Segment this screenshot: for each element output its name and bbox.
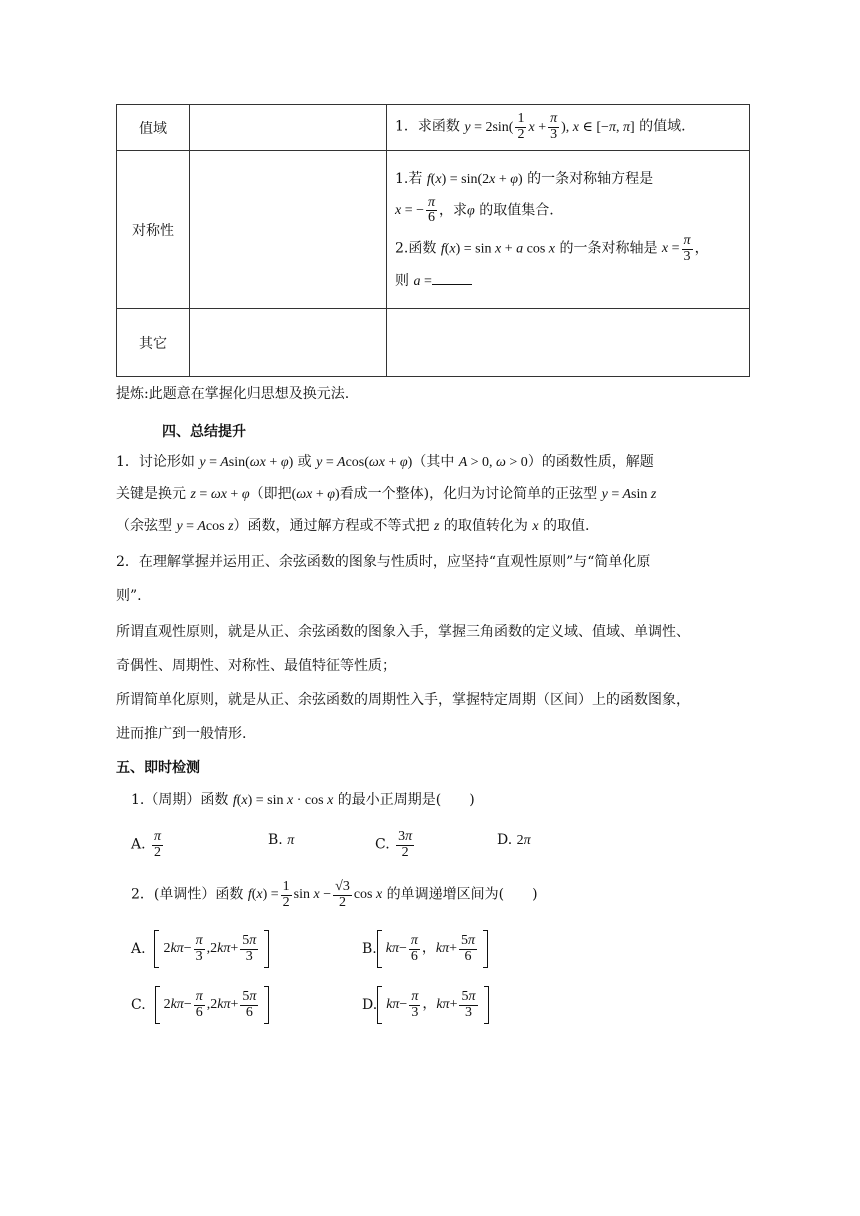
table-row [117, 309, 750, 377]
empty-cell [190, 105, 387, 151]
empty-cell [190, 309, 387, 377]
option-d: D. kπ − $\frac{\pi}{3}$ ， kπ + $\frac{5\pi}{3}$ [362, 986, 489, 1024]
row-label: 对称性 [117, 151, 190, 309]
question-cell: 1.若 f(x) = sin(2x + φ) 的一条对称轴方程是 x = − $\frac{\pi}{6}$ ，求φ 的取值集合. 2.函数 f(x) = sin x + a cos x 的一条对称轴是 x = $\frac{\pi}{3}$ ， 则 a = [387, 151, 750, 309]
row-label: 其它 [117, 309, 190, 377]
row-label: 值域 [117, 105, 190, 151]
paragraph-line: 所谓直观性原则，就是从正、余弦函数的图象入手，掌握三角函数的定义域、值域、单调性、 [116, 624, 690, 640]
option-b: B. π [268, 832, 295, 848]
option-a: A. 2 kπ − $\frac{\pi}{3}$ ,2 kπ + $\frac{5\pi}{3}$ [131, 930, 269, 968]
paragraph-line: （余弦型 y = Acos z）函数，通过解方程或不等式把 z 的取值转化为 x 的取值. [116, 518, 590, 534]
option-a: A. $\frac{\pi}{2}$ [131, 829, 162, 860]
paragraph-line: 奇偶性、周期性、对称性、最值特征等性质； [116, 658, 396, 674]
question-cell: 1．求函数 y = 2sin( $\frac{1}{2}$ x + $\frac{\pi}{3}$ ), x ∈ [−π, π] 的值域. [387, 105, 750, 151]
formula: y = 2sin( $\frac{1}{2}$ x + $\frac{\pi}{3}$ ), x ∈ [−π, π] [464, 111, 635, 142]
question-line: 2．(单调性）函数 f(x) = $\frac{1}{2}$ sin x − $\frac{√3}{2}$ cos x 的单调递增区间为( ) [131, 879, 538, 910]
option-c: C. 2 kπ − $\frac{\pi}{6}$ ,2 kπ + $\frac{5\pi}{6}$ [131, 986, 269, 1024]
paragraph-line: 2．在理解掌握并运用正、余弦函数的图象与性质时，应坚持“直观性原则”与“简单化原 [116, 554, 651, 570]
paragraph-line: 1．讨论形如 y = Asin(ωx + φ) 或 y = Acos(ωx + φ)（其中 A > 0, ω > 0）的函数性质，解题 [116, 454, 654, 470]
option-d: D. 2π [497, 832, 531, 848]
table-row [117, 151, 750, 309]
paragraph-line: 则”. [116, 588, 142, 604]
table-row [117, 105, 750, 151]
option-c: C. $\frac{3\pi}{2}$ [375, 829, 413, 860]
properties-table [116, 104, 750, 377]
paragraph-line: 进而推广到一般情形. [116, 726, 247, 742]
note-text: 提炼:此题意在掌握化归思想及换元法. [116, 386, 350, 402]
option-b: B. kπ − $\frac{\pi}{6}$ ， kπ + $\frac{5\pi}{6}$ [362, 930, 488, 968]
answer-blank [432, 270, 472, 285]
paragraph-line: 所谓简单化原则，就是从正、余弦函数的周期性入手，掌握特定周期（区间）上的函数图象， [116, 692, 690, 708]
section-heading: 四、总结提升 [162, 424, 246, 440]
paragraph-line: 关键是换元 z = ωx + φ（即把(ωx + φ)看成一个整体)，化归为讨论简单的正弦型 y = Asin z [116, 486, 657, 502]
question-line: 1.（周期）函数 f(x) = sin x · cos x 的最小正周期是( ) [131, 792, 475, 808]
empty-cell [190, 151, 387, 309]
section-heading: 五、即时检测 [116, 760, 200, 776]
empty-cell [387, 309, 750, 377]
